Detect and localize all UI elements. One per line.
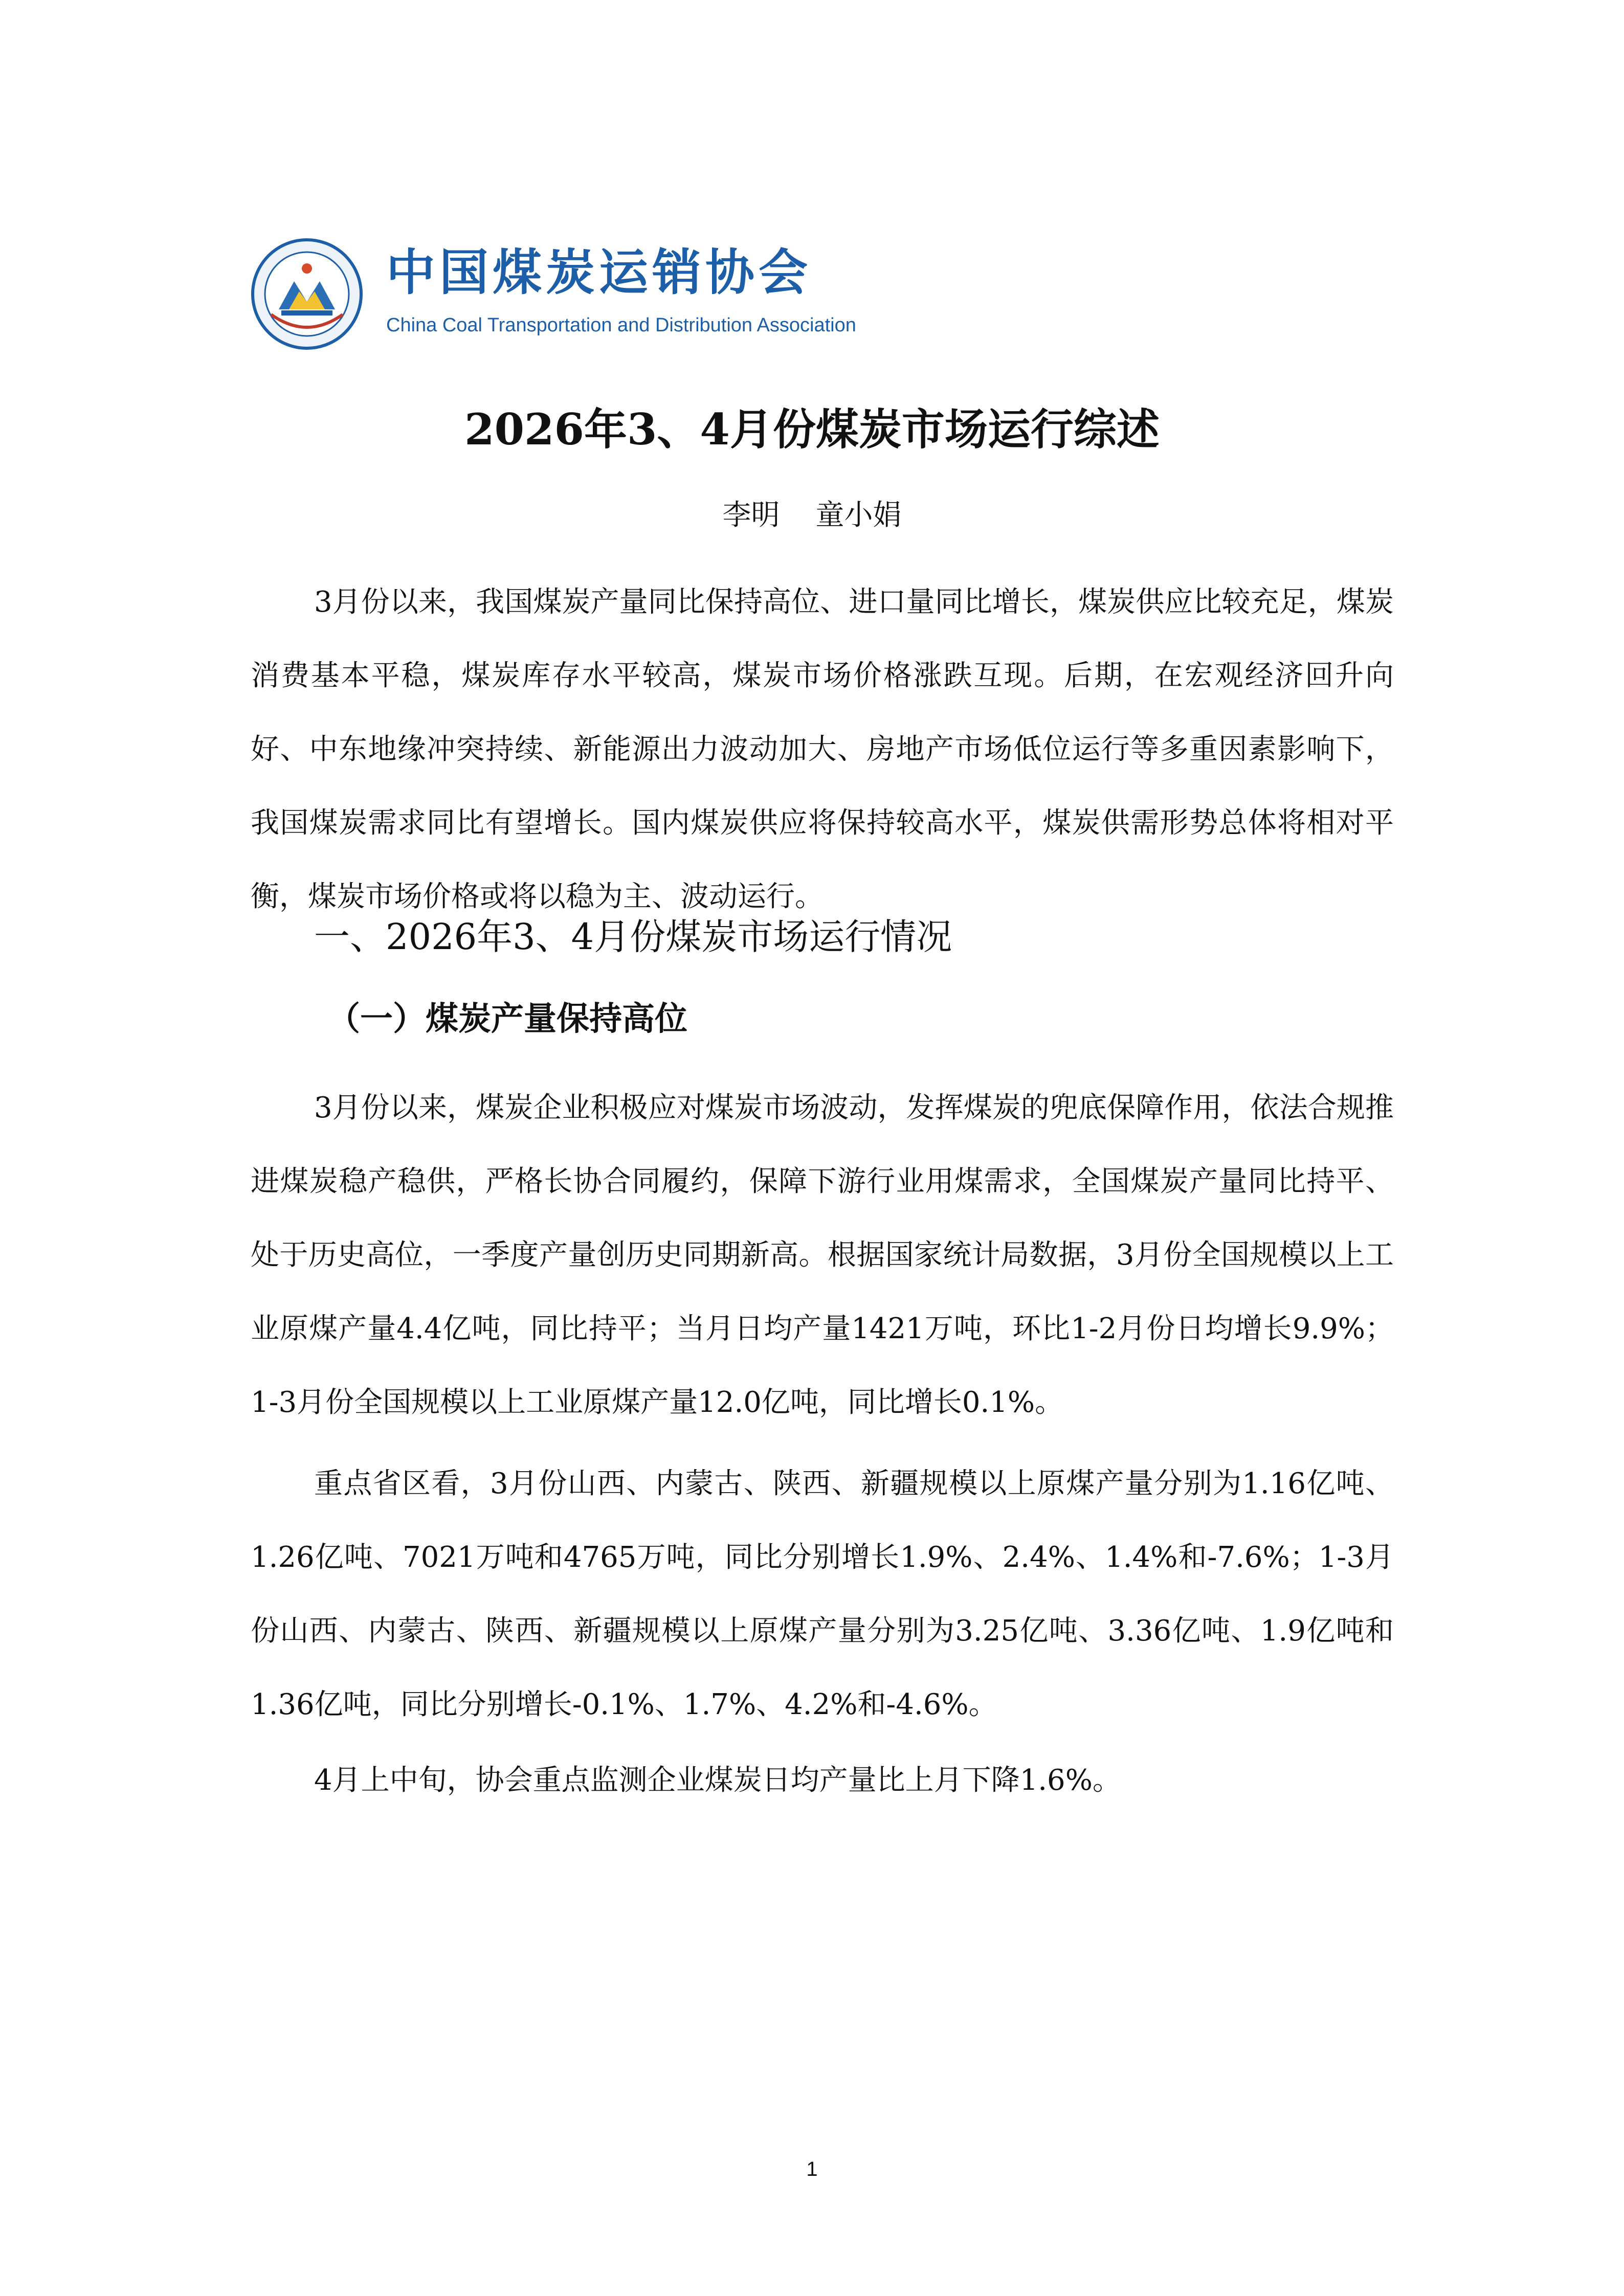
association-seal-logo	[251, 238, 363, 350]
org-name-chinese: 中国煤炭运销协会	[386, 244, 812, 301]
section-heading: 一、2026年3、4月份煤炭市场运行情况	[314, 916, 952, 958]
document-title: 2026年3、4月份煤炭市场运行综述	[464, 404, 1160, 455]
author-name: 童小娟	[815, 499, 902, 532]
page-number: 1	[806, 2158, 818, 2180]
org-name-english: China Coal Transportation and Distribution Association	[386, 314, 856, 336]
author-line	[0, 501, 1624, 530]
april-production-paragraph: 4月上中旬，协会重点监测企业煤炭日均产量比上月下降1.6%。	[314, 1764, 1121, 1797]
subsection-heading: （一）煤炭产量保持高位	[327, 1000, 687, 1038]
intro-paragraph: 3月份以来，我国煤炭产量同比保持高位、进口量同比增长，煤炭供应比较充足，煤炭消费基本平稳，煤炭库存水平较高，煤炭市场价格涨跌互现。后期，在宏观经济回升向好、中东地缘冲突持续、新能源出力波动加大、房地产市场低位运行等多重因素影响下，我国煤炭需求同比有望增长。国内煤炭供应将保持较高水平，煤炭供需形势总体将相对平衡，煤炭市场价格或将以稳为主、波动运行。	[251, 586, 1394, 913]
regional-production-paragraph: 重点省区看，3月份山西、内蒙古、陕西、新疆规模以上原煤产量分别为1.16亿吨、1.26亿吨、7021万吨和4765万吨，同比分别增长1.9%、2.4%、1.4%和-7.6%；1-3月份山西、内蒙古、陕西、新疆规模以上原煤产量分别为3.25亿吨、3.36亿吨、1.9亿吨和1.36亿吨，同比分别增长-0.1%、1.7%、4.2%和-4.6%。	[251, 1467, 1394, 1721]
org-header	[251, 238, 890, 355]
author-name: 李明	[722, 499, 780, 532]
production-paragraph: 3月份以来，煤炭企业积极应对煤炭市场波动，发挥煤炭的兜底保障作用，依法合规推进煤炭稳产稳供，严格长协合同履约，保障下游行业用煤需求，全国煤炭产量同比持平、处于历史高位，一季度产量创历史同期新高。根据国家统计局数据，3月份全国规模以上工业原煤产量4.4亿吨，同比持平；当月日均产量1421万吨，环比1-2月份日均增长9.9%；1-3月份全国规模以上工业原煤产量12.0亿吨，同比增长0.1%。	[251, 1091, 1394, 1419]
